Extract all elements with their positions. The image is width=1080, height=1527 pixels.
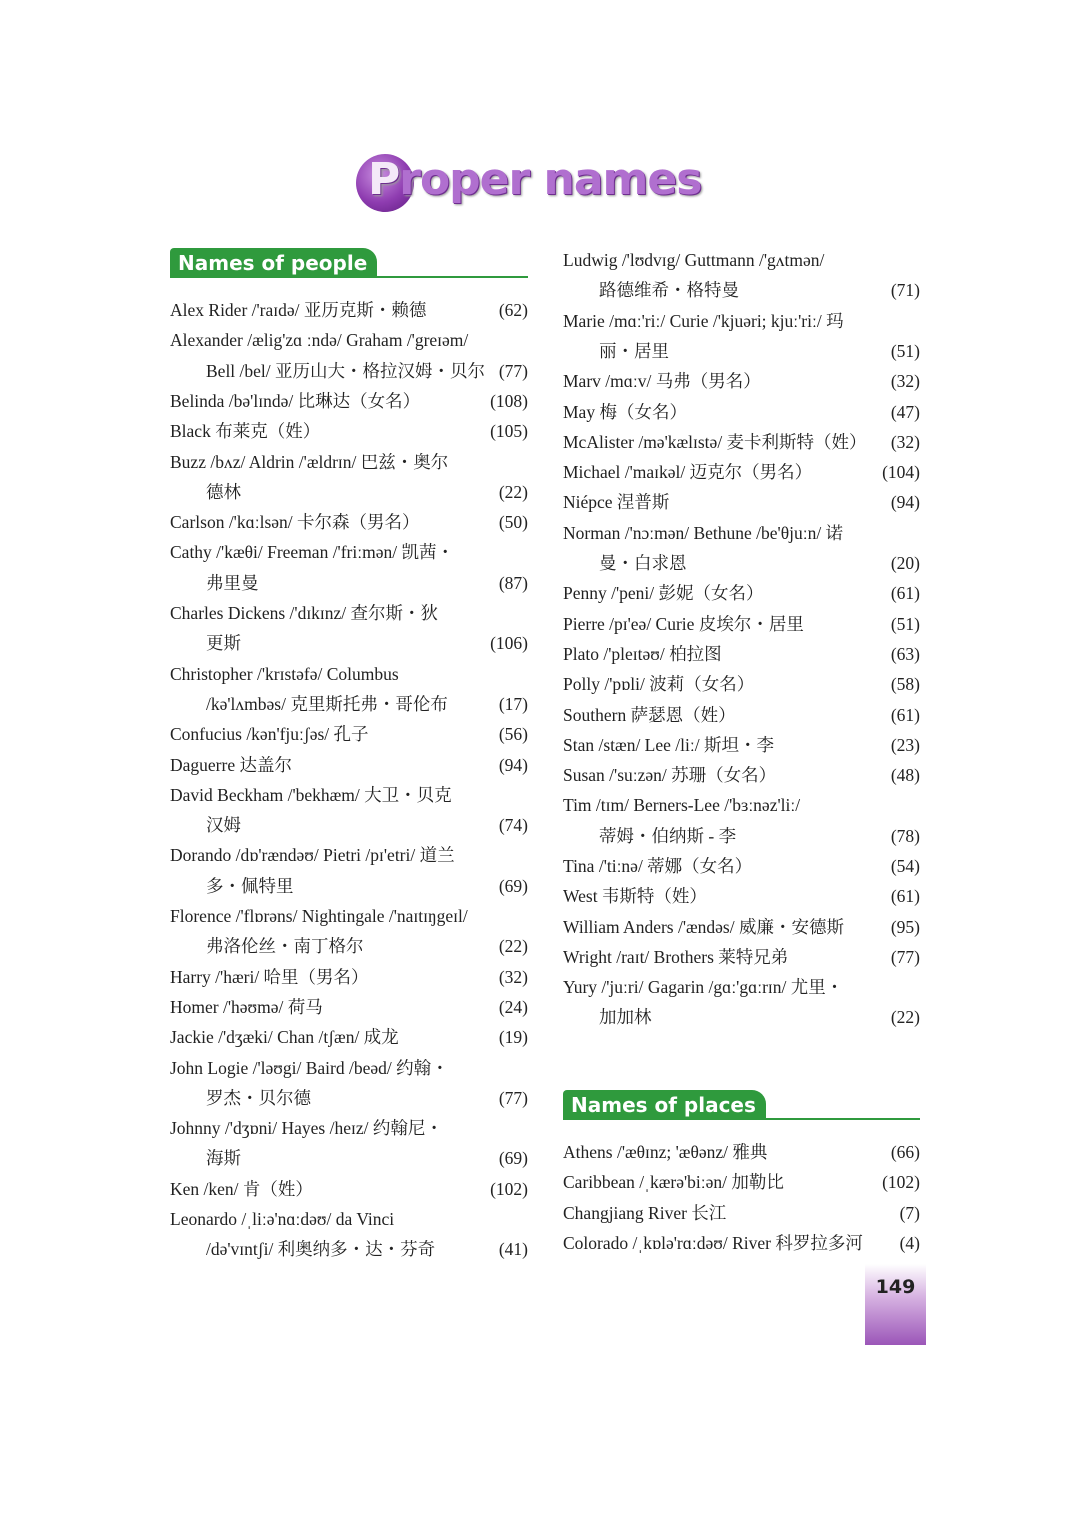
right-column xyxy=(563,0,920,1290)
entry-text xyxy=(563,487,920,517)
entry-term: Stan /stæn/ Lee /liː/ 斯坦・李 xyxy=(563,734,774,755)
entry-text xyxy=(170,962,528,992)
index-entry xyxy=(170,750,528,780)
entry-text xyxy=(563,942,920,972)
index-entry xyxy=(563,760,920,790)
entry-page-ref: (66) xyxy=(890,1142,920,1162)
page-number: 149 xyxy=(875,1276,916,1298)
entry-term: 曼・白求恩 xyxy=(599,552,687,573)
entry-term: Christopher /'krɪstəfə/ Columbus xyxy=(170,663,399,684)
entry-text xyxy=(563,578,920,608)
entry-page-ref: (94) xyxy=(890,492,920,513)
entry-page-ref: (17) xyxy=(498,693,528,714)
entry-text xyxy=(563,306,920,336)
entry-page-ref: (24) xyxy=(498,996,528,1017)
entry-text-continued xyxy=(170,568,528,598)
entry-term: Leonardo /ˌliːə'nɑːdəʊ/ da Vinci xyxy=(170,1209,395,1229)
entry-term: Yury /'juːri/ Gagarin /gɑː'gɑːrɪn/ 尤里・ xyxy=(563,977,844,998)
entry-page-ref: (78) xyxy=(890,825,920,846)
entry-term: 多・佩特里 xyxy=(206,875,294,896)
page-number-tab xyxy=(865,1264,926,1345)
entry-text-continued xyxy=(170,689,528,719)
entry-term: Dorando /dɒ'rændəʊ/ Pietri /pɪ'etri/ 道兰 xyxy=(170,845,455,866)
entry-term: 弗洛伦丝・南丁格尔 xyxy=(206,936,364,957)
entry-term: 丽・居里 xyxy=(599,340,669,361)
entry-text-continued xyxy=(170,810,528,840)
entry-text xyxy=(563,700,920,730)
entry-text xyxy=(563,639,920,669)
entry-text-continued xyxy=(170,477,528,507)
index-entry xyxy=(563,427,920,457)
entry-text-continued xyxy=(170,1143,528,1173)
entry-text xyxy=(563,972,920,1002)
entry-text xyxy=(563,397,920,427)
index-entry xyxy=(170,840,528,901)
entry-term: Carlson /'kɑːlsən/ 卡尔森（男名） xyxy=(170,512,420,533)
index-entry xyxy=(563,518,920,579)
entry-term: 路德维希・格特曼 xyxy=(599,280,739,301)
entry-page-ref: (32) xyxy=(890,371,920,392)
entry-term: Alexander /ælig'zɑ ːndə/ Graham /'greɪəm/ xyxy=(170,330,469,351)
entry-term: Polly /'pɒli/ 波莉（女名） xyxy=(563,674,755,695)
index-entry xyxy=(563,578,920,608)
entry-term: William Anders /'ændəs/ 威廉・安德斯 xyxy=(563,916,844,937)
entry-term: Marv /mɑːv/ 马弗（男名） xyxy=(563,371,761,392)
entry-page-ref: (22) xyxy=(890,1007,920,1028)
entry-text-continued xyxy=(563,336,920,366)
entry-term: Daguerre 达盖尔 xyxy=(170,754,292,775)
entry-text-continued xyxy=(563,548,920,578)
section-header-places xyxy=(563,1090,920,1120)
entry-term: /kə'lʌmbəs/ 克里斯托弗・哥伦布 xyxy=(206,693,448,714)
entry-text-continued xyxy=(170,1083,528,1113)
entry-page-ref: (22) xyxy=(498,936,528,957)
entry-text xyxy=(170,901,528,931)
entry-term: Wright /raɪt/ Brothers 莱特兄弟 xyxy=(563,946,789,967)
entry-term: Caribbean /ˌkærə'biːən/ 加勒比 xyxy=(563,1172,784,1193)
entry-page-ref: (69) xyxy=(498,875,528,896)
entry-text xyxy=(170,386,528,416)
entry-term: Jackie /'dʒæki/ Chan /tʃæn/ 成龙 xyxy=(170,1027,399,1048)
entry-page-ref: (104) xyxy=(882,462,920,483)
entry-text-continued xyxy=(170,871,528,901)
entry-page-ref: (62) xyxy=(498,300,528,320)
entry-term: Colorado /ˌkɒlə'rɑːdəʊ/ River 科罗拉多河 xyxy=(563,1232,863,1253)
entry-page-ref: (102) xyxy=(882,1172,920,1193)
entry-term: Plato /'pleɪtəʊ/ 柏拉图 xyxy=(563,643,722,664)
entry-page-ref: (105) xyxy=(490,421,528,442)
index-entry xyxy=(563,366,920,396)
entry-term: Michael /'maɪkəl/ 迈克尔（男名） xyxy=(563,462,813,483)
index-entry xyxy=(563,912,920,942)
entry-term: Confucius /kən'fjuːʃəs/ 孔子 xyxy=(170,724,369,745)
entry-text-continued xyxy=(170,628,528,658)
entry-page-ref: (48) xyxy=(890,765,920,786)
entry-text xyxy=(563,1228,920,1258)
entry-text-continued xyxy=(563,1002,920,1032)
index-entry xyxy=(170,901,528,962)
entry-page-ref: (63) xyxy=(890,643,920,664)
index-entry xyxy=(170,992,528,1022)
index-entry xyxy=(563,1228,920,1258)
index-entry xyxy=(170,719,528,749)
index-entry xyxy=(563,487,920,517)
index-entry xyxy=(170,598,528,659)
section-rule xyxy=(563,1118,920,1120)
entry-page-ref: (77) xyxy=(890,946,920,967)
entry-text xyxy=(170,416,528,446)
entry-term: Ludwig /'lʊdvɪg/ Guttmann /'gʌtmən/ xyxy=(563,250,825,270)
entry-term: Homer /'həʊmə/ 荷马 xyxy=(170,996,323,1017)
index-entry xyxy=(563,790,920,851)
index-entry xyxy=(170,1174,528,1204)
index-entry xyxy=(170,295,528,325)
entry-term: 弗里曼 xyxy=(206,572,259,593)
entry-page-ref: (61) xyxy=(890,886,920,907)
index-entry xyxy=(170,537,528,598)
entry-text xyxy=(170,447,528,477)
index-entry xyxy=(170,659,528,720)
entry-page-ref: (106) xyxy=(490,633,528,654)
entry-text xyxy=(170,1174,528,1204)
index-entry xyxy=(563,1137,920,1167)
entry-text xyxy=(563,1137,920,1167)
index-entry xyxy=(563,1198,920,1228)
entry-text xyxy=(563,912,920,942)
index-entry xyxy=(170,962,528,992)
index-entry xyxy=(563,700,920,730)
entry-term: 罗杰・贝尔德 xyxy=(206,1087,311,1108)
title-first-letter: P xyxy=(368,154,400,205)
entry-page-ref: (71) xyxy=(890,280,920,301)
entry-page-ref: (74) xyxy=(498,815,528,836)
entry-text xyxy=(563,1198,920,1228)
entry-term: Johnny /'dʒɒni/ Hayes /heɪz/ 约翰尼・ xyxy=(170,1118,443,1139)
entry-text xyxy=(563,427,920,457)
entry-term: Black 布莱克（姓） xyxy=(170,421,321,442)
entry-text xyxy=(563,457,920,487)
entry-text xyxy=(170,325,528,355)
index-entry xyxy=(170,507,528,537)
index-entry xyxy=(170,416,528,446)
entry-text xyxy=(563,669,920,699)
entry-term: Tim /tɪm/ Berners-Lee /'bɜːnəz'liː/ xyxy=(563,795,801,816)
index-entry xyxy=(563,730,920,760)
entry-text xyxy=(170,659,528,689)
entry-term: Bell /bel/ 亚历山大・格拉汉姆・贝尔 xyxy=(206,360,486,381)
entry-page-ref: (41) xyxy=(498,1239,528,1260)
entry-term: Marie /mɑː'riː/ Curie /'kjuəri; kjuː'riː/ 玛 xyxy=(563,310,844,331)
entry-text xyxy=(170,1022,528,1052)
entry-page-ref: (54) xyxy=(890,856,920,876)
entry-page-ref: (58) xyxy=(890,674,920,695)
index-entry xyxy=(563,942,920,972)
section-header-people xyxy=(170,248,528,278)
entry-text xyxy=(170,840,528,870)
entry-term: Charles Dickens /'dɪkɪnz/ 查尔斯・狄 xyxy=(170,603,439,623)
index-entry xyxy=(563,851,920,881)
entry-text xyxy=(170,1204,528,1234)
entry-term: Pierre /pɪ'eə/ Curie 皮埃尔・居里 xyxy=(563,613,804,634)
entry-text xyxy=(170,295,528,325)
entry-text xyxy=(563,518,920,548)
entry-page-ref: (87) xyxy=(498,572,528,593)
entry-text-continued xyxy=(563,821,920,851)
index-entry xyxy=(563,306,920,367)
index-entry xyxy=(563,1167,920,1197)
entry-page-ref: (7) xyxy=(899,1202,920,1223)
entry-page-ref: (22) xyxy=(498,481,528,502)
entry-text xyxy=(170,992,528,1022)
entry-page-ref: (95) xyxy=(890,916,920,937)
entry-page-ref: (51) xyxy=(890,613,920,634)
entry-text xyxy=(563,881,920,911)
entry-text xyxy=(170,537,528,567)
entry-text xyxy=(563,790,920,820)
entry-text xyxy=(170,750,528,780)
index-entry xyxy=(170,325,528,386)
entry-page-ref: (20) xyxy=(890,552,920,573)
index-entry xyxy=(563,972,920,1033)
entry-page-ref: (51) xyxy=(890,340,920,361)
entry-term: Niépce 涅普斯 xyxy=(563,492,670,513)
entry-page-ref: (108) xyxy=(490,390,528,411)
entry-text xyxy=(170,1113,528,1143)
index-entry xyxy=(563,639,920,669)
entry-term: 德林 xyxy=(206,481,241,502)
entry-text-continued xyxy=(563,275,920,305)
entry-page-ref: (61) xyxy=(890,583,920,604)
entry-text xyxy=(563,245,920,275)
entry-term: Norman /'nɔːmən/ Bethune /be'θjuːn/ 诺 xyxy=(563,522,844,543)
entry-page-ref: (102) xyxy=(490,1178,528,1199)
entry-page-ref: (61) xyxy=(890,704,920,725)
entry-term: Southern 萨瑟恩（姓） xyxy=(563,704,736,725)
entry-page-ref: (32) xyxy=(890,431,920,452)
entry-page-ref: (50) xyxy=(498,512,528,533)
entry-term: Cathy /'kæθi/ Freeman /'friːmən/ 凯茜・ xyxy=(170,542,454,563)
index-entry xyxy=(563,245,920,306)
entry-term: 汉姆 xyxy=(206,815,241,836)
entry-term: /də'vɪntʃi/ 利奥纳多・达・芬奇 xyxy=(206,1239,436,1260)
entry-text-continued xyxy=(170,1234,528,1264)
index-entry xyxy=(170,780,528,841)
entry-page-ref: (23) xyxy=(890,734,920,755)
entry-text xyxy=(563,730,920,760)
entry-term: Harry /'hæri/ 哈里（男名） xyxy=(170,966,369,987)
entry-term: McAlister /mə'kælɪstə/ 麦卡利斯特（姓） xyxy=(563,431,867,452)
entry-page-ref: (77) xyxy=(498,1087,528,1108)
entry-term: Alex Rider /'raɪdə/ 亚历克斯・赖德 xyxy=(170,300,427,320)
entry-text xyxy=(563,366,920,396)
entry-term: Athens /'æθɪnz; 'æθənz/ 雅典 xyxy=(563,1142,768,1162)
entry-term: John Logie /'ləʊgi/ Baird /beəd/ 约翰・ xyxy=(170,1057,449,1078)
entry-text xyxy=(170,719,528,749)
entry-term: Buzz /bʌz/ Aldrin /'ældrɪn/ 巴兹・奥尔 xyxy=(170,451,449,472)
entry-page-ref: (32) xyxy=(498,966,528,987)
entry-page-ref: (69) xyxy=(498,1148,528,1169)
index-entry xyxy=(563,397,920,427)
index-entry xyxy=(563,609,920,639)
entry-term: 加加林 xyxy=(599,1007,652,1028)
entry-term: Tina /'tiːnə/ 蒂娜（女名） xyxy=(563,856,753,876)
entry-text xyxy=(563,851,920,881)
entry-text xyxy=(170,1053,528,1083)
entry-text xyxy=(563,1167,920,1197)
index-entry xyxy=(170,1113,528,1174)
index-entry xyxy=(170,386,528,416)
entry-term: Belinda /bə'lɪndə/ 比琳达（女名） xyxy=(170,390,421,411)
index-entry xyxy=(170,1053,528,1114)
entry-term: Susan /'suːzən/ 苏珊（女名） xyxy=(563,765,777,786)
entry-term: Changjiang River 长江 xyxy=(563,1202,727,1223)
entry-term: Florence /'flɒrəns/ Nightingale /'naɪtɪŋgeɪl/ xyxy=(170,906,468,926)
entry-text xyxy=(170,598,528,628)
title-rest: roper names xyxy=(399,154,702,205)
section-title-people: Names of people xyxy=(170,248,377,278)
entry-term: 蒂姆・伯纳斯 - 李 xyxy=(599,825,737,846)
section-title-places: Names of places xyxy=(563,1090,766,1120)
left-column xyxy=(170,0,528,1290)
entry-term: 海斯 xyxy=(206,1148,241,1169)
entry-term: 更斯 xyxy=(206,633,241,654)
entry-text-continued xyxy=(170,931,528,961)
entry-page-ref: (77) xyxy=(498,360,528,381)
entry-page-ref: (4) xyxy=(899,1232,920,1253)
entry-term: Penny /'peni/ 彭妮（女名） xyxy=(563,583,764,604)
entry-page-ref: (47) xyxy=(890,401,920,422)
entry-term: West 韦斯特（姓） xyxy=(563,886,707,907)
index-entry xyxy=(170,1022,528,1052)
entry-text xyxy=(563,609,920,639)
index-entry xyxy=(170,447,528,508)
section-rule xyxy=(170,276,528,278)
entry-page-ref: (19) xyxy=(498,1027,528,1048)
index-entry xyxy=(563,881,920,911)
entry-text xyxy=(170,507,528,537)
index-entry xyxy=(170,1204,528,1265)
entry-page-ref: (56) xyxy=(498,724,528,745)
entry-text xyxy=(170,780,528,810)
index-entry xyxy=(563,669,920,699)
entry-text xyxy=(563,760,920,790)
entry-term: Ken /ken/ 肯（姓） xyxy=(170,1178,313,1199)
entry-term: May 梅（女名） xyxy=(563,401,687,422)
index-entry xyxy=(563,457,920,487)
entry-text-continued xyxy=(170,356,528,386)
entry-term: David Beckham /'bekhæm/ 大卫・贝克 xyxy=(170,784,452,805)
entry-page-ref: (94) xyxy=(498,754,528,775)
